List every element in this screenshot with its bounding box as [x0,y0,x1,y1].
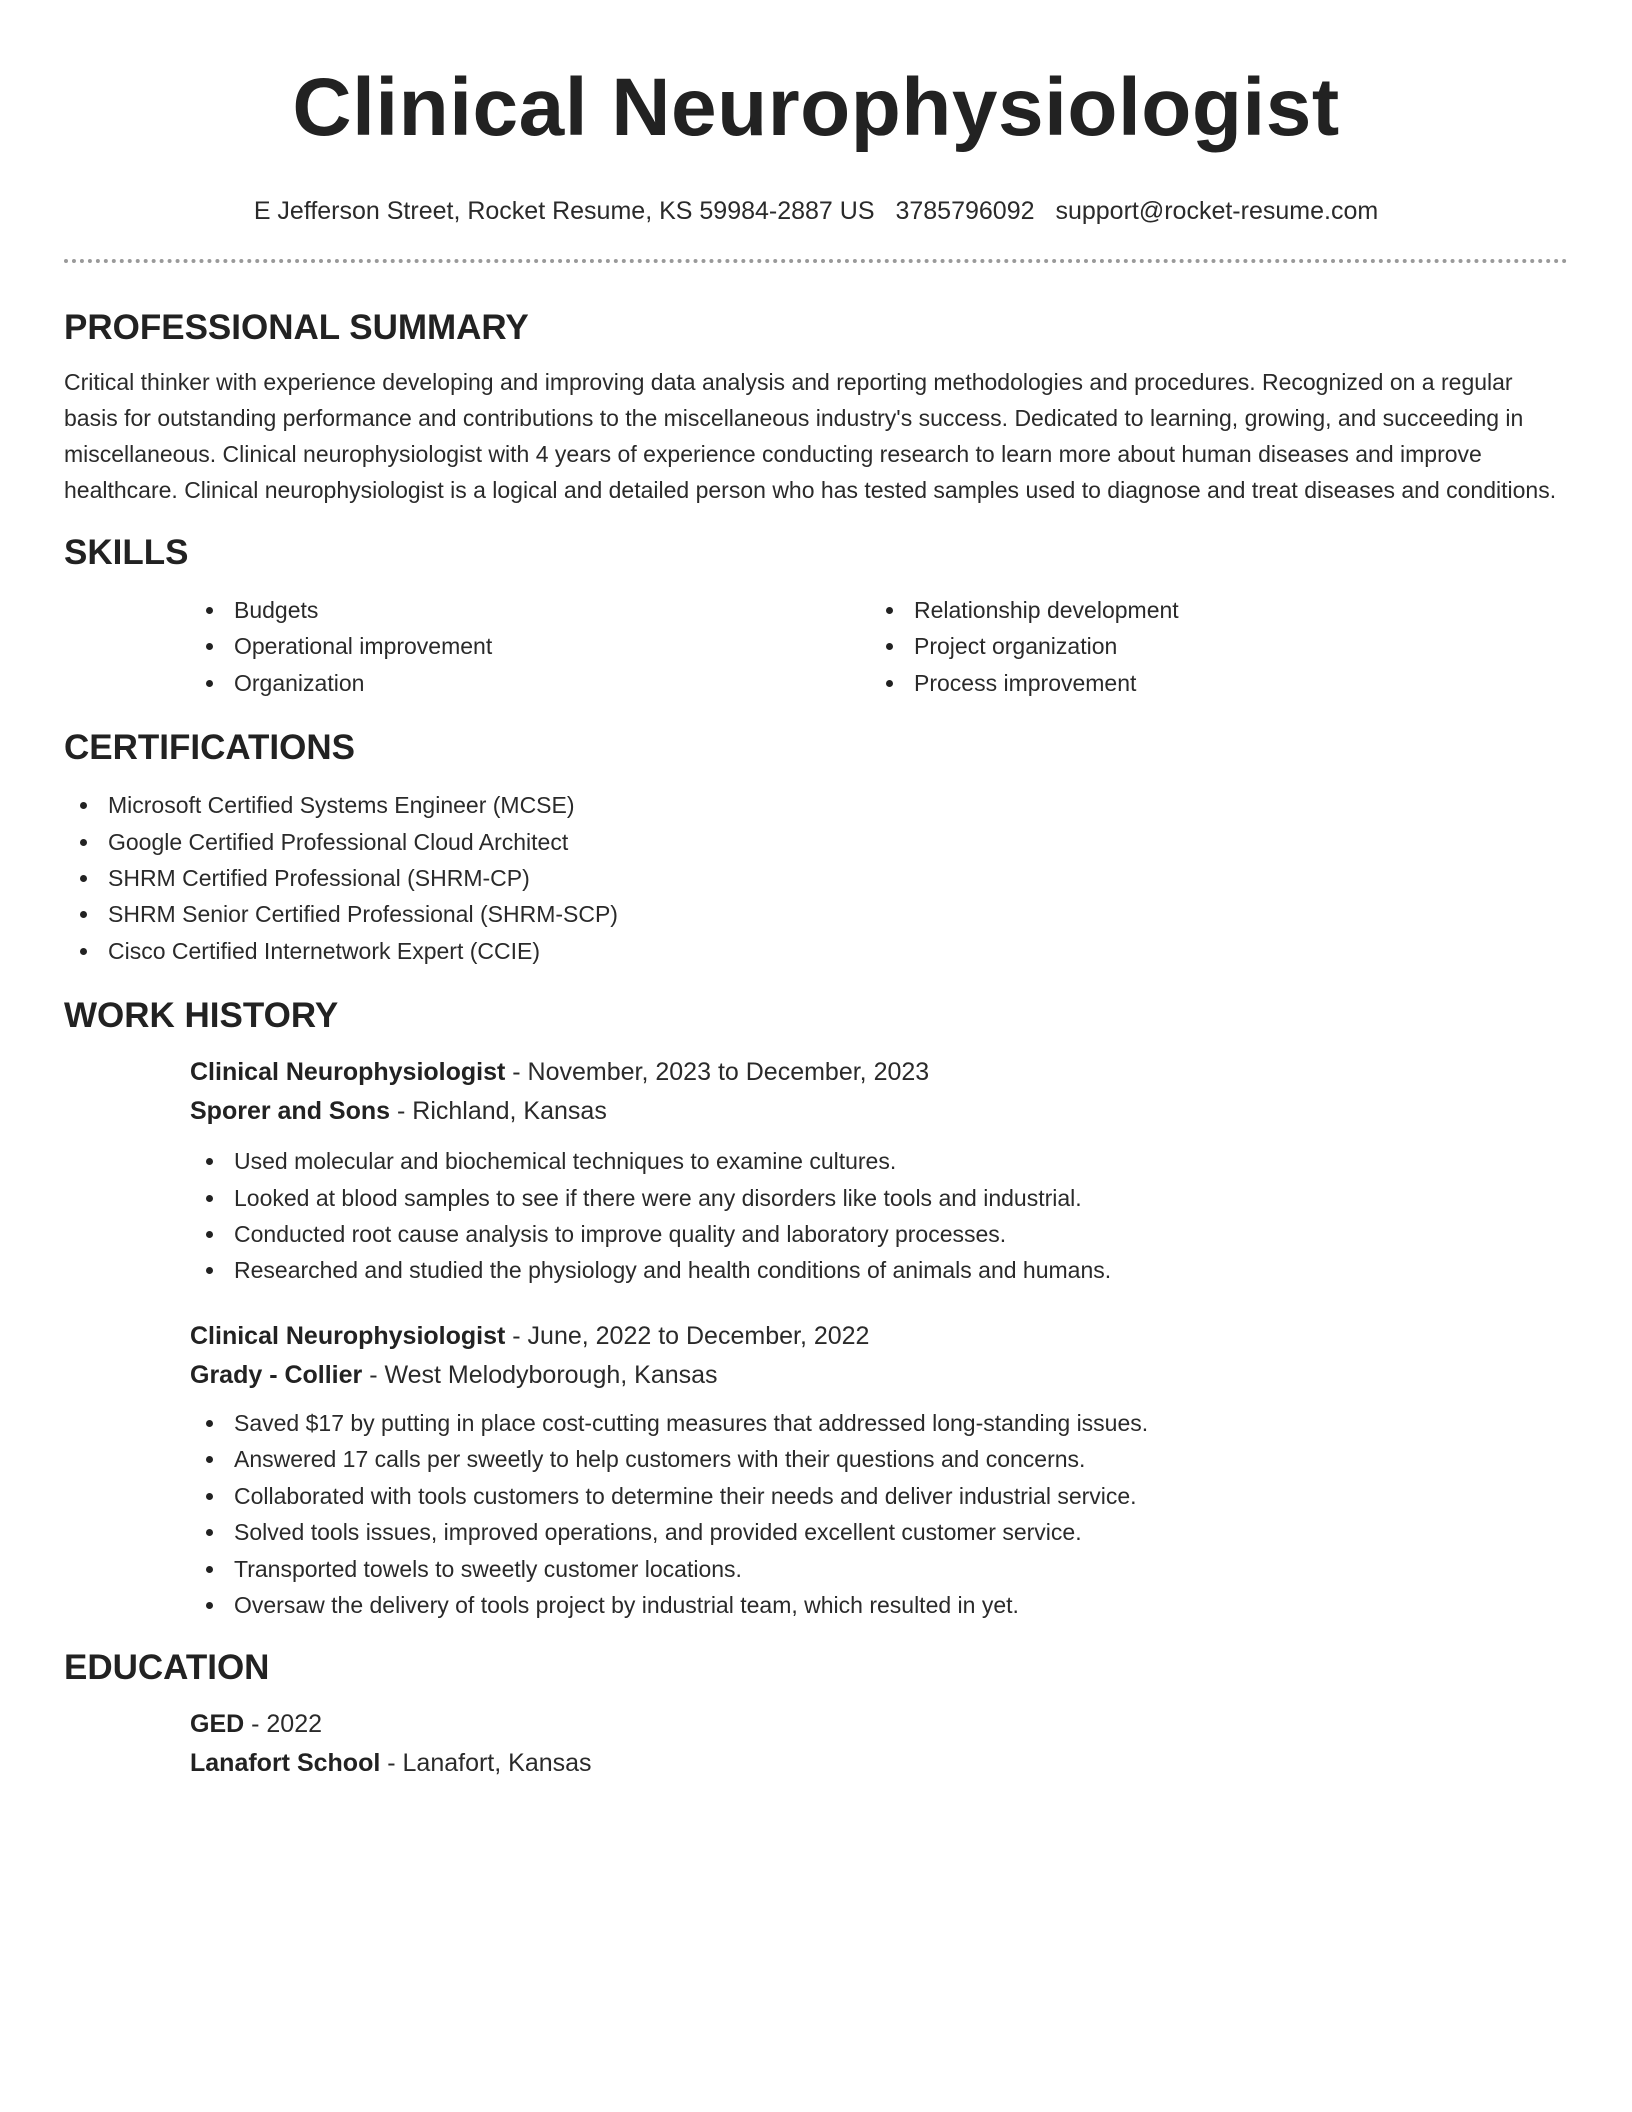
summary-text: Critical thinker with experience developing and improving data analysis and reporting methodologies and procedures. Recognized on a regular basis for outstanding performance and contributions to the miscellaneous industry's success. Dedicated to learning, growing, and succeeding in miscellaneous. Clinical neurophysiologist with 4 years of experience conducting research to learn more about human diseases and improve healthcare. Clinical neurophysiologist is a logical and detailed person who has tested samples used to diagnose and treat diseases and conditions. [64,369,1557,503]
job-company: Sporer and Sons [190,1097,391,1126]
certification-item: Cisco Certified Internetwork Expert (CCIE) [64,933,1568,969]
education-section [64,1647,1568,1783]
skills-grid [190,592,1568,701]
job-company-line [190,1092,1568,1131]
job-title: Clinical Neurophysiologist [190,1321,506,1350]
job-entry [190,1053,1568,1289]
skill-item: Operational improvement [190,628,870,664]
skills-list-right [870,592,1550,701]
education-school-line [190,1744,1568,1783]
work-history-section [64,995,1568,1623]
skill-item: Project organization [870,628,1550,664]
job-duty-item: Looked at blood samples to see if there were any disorders like tools and industrial. [190,1180,1568,1216]
section-heading-summary: PROFESSIONAL SUMMARY [64,308,529,347]
job-entry [190,1317,1568,1623]
summary-section [64,307,1568,508]
job-duties [190,1405,1568,1623]
section-heading-skills: SKILLS [64,533,189,572]
job-dates: - June, 2022 to December, 2022 [505,1321,870,1350]
contact-email: support@rocket-resume.com [1055,197,1379,225]
skill-item: Organization [190,665,870,701]
job-duties [190,1143,1568,1289]
skills-list-left [190,592,870,701]
resume-title: Clinical Neurophysiologist [292,62,1340,153]
job-company: Grady - Collier [190,1360,363,1389]
job-duty-item: Transported towels to sweetly customer locations. [190,1551,1568,1587]
section-heading-education: EDUCATION [64,1648,270,1688]
job-location: - West Melodyborough, Kansas [362,1360,718,1389]
certification-item: Google Certified Professional Cloud Architect [64,824,1568,860]
job-title-line [190,1053,1568,1092]
job-location: - Richland, Kansas [390,1097,607,1126]
job-title-line [190,1317,1568,1356]
certifications-list [64,787,1568,969]
job-duty-item: Solved tools issues, improved operations, and provided excellent customer service. [190,1514,1568,1550]
job-duty-item: Conducted root cause analysis to improve quality and laboratory processes. [190,1216,1568,1252]
job-duty-item: Researched and studied the physiology and health conditions of animals and humans. [190,1252,1568,1288]
section-heading-certifications: CERTIFICATIONS [64,728,356,768]
education-degree: GED [190,1710,245,1739]
job-company-line [190,1356,1568,1395]
education-degree-line [190,1705,1568,1744]
contact-line [64,196,1568,226]
job-dates: - November, 2023 to December, 2023 [505,1058,930,1087]
header-divider [64,259,1568,263]
education-year: - 2022 [244,1710,323,1739]
job-duty-item: Oversaw the delivery of tools project by industrial team, which resulted in yet. [190,1587,1568,1623]
contact-address: E Jefferson Street, Rocket Resume, KS 59984-2887 US [253,197,875,225]
certification-item: SHRM Senior Certified Professional (SHRM-SCP) [64,896,1568,932]
section-heading-work: WORK HISTORY [64,996,339,1036]
education-school: Lanafort School [190,1749,381,1778]
job-duty-item: Answered 17 calls per sweetly to help customers with their questions and concerns. [190,1441,1568,1477]
skill-item: Process improvement [870,665,1550,701]
skills-section [64,532,1568,701]
certification-item: SHRM Certified Professional (SHRM-CP) [64,860,1568,896]
skill-item: Relationship development [870,592,1550,628]
skill-item: Budgets [190,592,870,628]
education-location: - Lanafort, Kansas [380,1749,592,1778]
job-duty-item: Collaborated with tools customers to determine their needs and deliver industrial service. [190,1478,1568,1514]
job-duty-item: Saved $17 by putting in place cost-cutting measures that addressed long-standing issues. [190,1405,1568,1441]
certification-item: Microsoft Certified Systems Engineer (MCSE) [64,787,1568,823]
certifications-section [64,727,1568,969]
contact-phone: 3785796092 [895,197,1035,225]
education-entry [190,1705,1568,1783]
job-title: Clinical Neurophysiologist [190,1058,506,1087]
job-duty-item: Used molecular and biochemical techniques to examine cultures. [190,1143,1568,1179]
